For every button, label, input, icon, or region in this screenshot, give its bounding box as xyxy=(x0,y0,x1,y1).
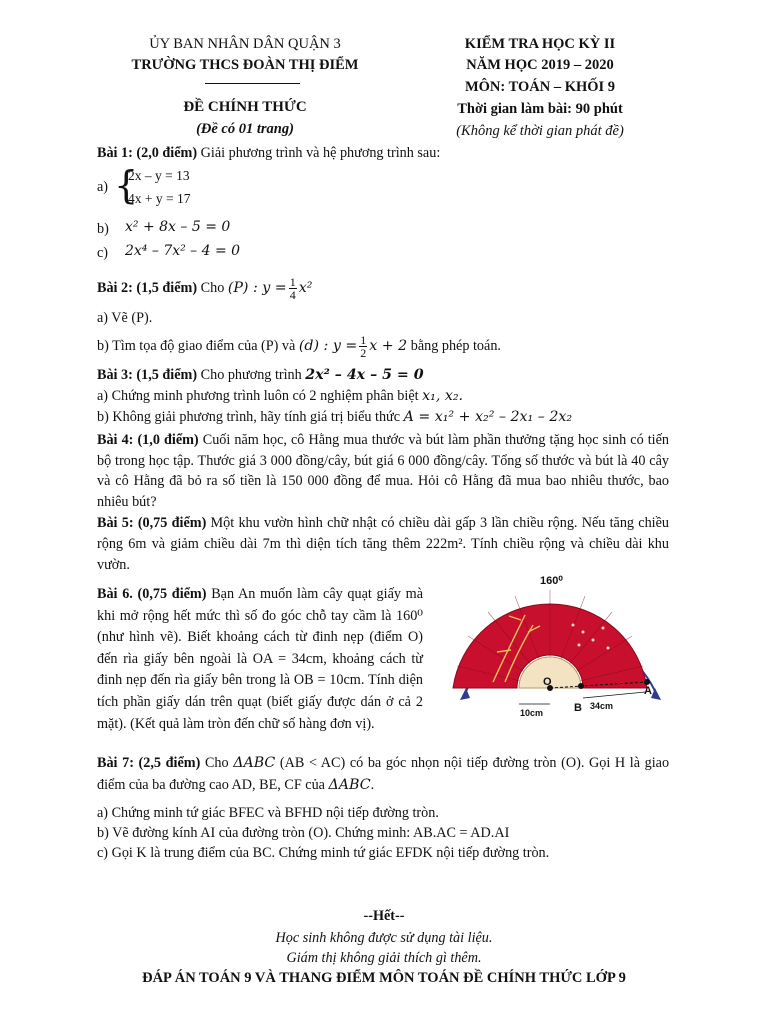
bai5-text: Một khu vườn hình chữ nhật có chiều dài gấp 3 lần chiều rộng. Nếu tăng chiều rộng 6m và giảm chiều dài 7m thì diện tích tăng thêm 222m². Tính chiều rộng và chiều dài khu vườn. xyxy=(97,515,669,573)
bai3-b-text: b) Không giải phương trình, hãy tính giá trị biểu thức xyxy=(97,409,401,425)
bai3-title: Bài 3: (1,5 điểm) xyxy=(97,367,198,383)
parabola-rhs: x² xyxy=(298,279,313,296)
bai7-c: c) Gọi K là trung điểm của BC. Chứng minh tứ giác EFDK nội tiếp đường tròn. xyxy=(97,845,550,861)
official-label: ĐỀ CHÍNH THỨC xyxy=(183,99,307,115)
bai1-text: Giải phương trình và hệ phương trình sau: xyxy=(200,145,441,161)
footer-note-2: Giám thị không giải thích gì thêm. xyxy=(286,950,482,966)
school-year: NĂM HỌC 2019 – 2020 xyxy=(466,57,614,73)
bai5-title: Bài 5: (0,75 điểm) xyxy=(97,515,207,531)
label-ob-length: 10cm xyxy=(520,708,544,718)
bai2-text: Cho xyxy=(200,279,225,296)
subject: MÔN: TOÁN – KHỐI 9 xyxy=(464,79,616,95)
duration: Thời gian làm bài: 90 phút xyxy=(457,101,623,117)
parabola-fraction xyxy=(289,276,297,301)
bai2-b xyxy=(97,334,501,359)
bai4-paragraph xyxy=(97,430,669,512)
line-rhs: x + 2 xyxy=(369,337,408,354)
answer-title: ĐÁP ÁN TOÁN 9 VÀ THANG ĐIỂM MÔN TOÁN ĐỀ CHÍNH THỨC LỚP 9 xyxy=(142,970,626,986)
bai4-title: Bài 4: (1,0 điểm) xyxy=(97,432,199,448)
bai3-a-vars: x₁, x₂. xyxy=(422,388,464,404)
bai7-text-pre: Cho xyxy=(204,755,229,771)
bai7-a: a) Chứng minh tứ giác BFEC và BFHD nội tiếp đường tròn. xyxy=(97,805,439,821)
fraction-denominator: 2 xyxy=(360,346,367,360)
bai6-paragraph xyxy=(97,584,423,735)
bai7-text: (AB < AC) có ba góc nhọn nội tiếp đường tròn (O). Gọi H là giao điểm của ba đường cao AD, BE, CF của xyxy=(97,755,670,793)
bai1-title: Bài 1: (2,0 điểm) xyxy=(97,145,198,161)
bai2-a: a) Vẽ (P). xyxy=(97,310,153,326)
school-name: TRƯỜNG THCS ĐOÀN THỊ ĐIỂM xyxy=(131,57,359,73)
angle-label: 160⁰ xyxy=(540,575,563,587)
bai7-title: Bài 7: (2,5 điểm) xyxy=(97,755,201,771)
exam-title: KIỂM TRA HỌC KỲ II xyxy=(464,36,616,52)
bai4-text: Cuối năm học, cô Hằng mua thước và bút làm phần thưởng tặng học sinh có tiến bộ trong học tập. Thước giá 3 000 đồng/cây, bút giá 6 000 đồng/cây. Tổng số thước và bút là 40 cây và cô Hằng đã bỏ ra số tiền là 150 000 đồng để mua. Hỏi cô Hằng đã mua bao nhiêu thước, bao nhiêu bút? xyxy=(97,432,670,510)
bai5-paragraph xyxy=(97,513,669,576)
label-a: A xyxy=(644,685,652,697)
bai1-c-eq: 2x⁴ – 7x² – 4 = 0 xyxy=(125,243,241,259)
bai2-title: Bài 2: (1,5 điểm) xyxy=(97,279,198,296)
duration-note: (Không kể thời gian phát đề) xyxy=(456,123,624,139)
bai7-text-end: . xyxy=(370,777,375,793)
bai1-a-eq2: 4x + y = 17 xyxy=(128,191,191,206)
fraction-numerator: 1 xyxy=(289,275,296,289)
bai3-a xyxy=(97,385,463,408)
bai3-text: Cho phương trình xyxy=(200,367,302,383)
bai2-heading xyxy=(97,276,312,301)
bai7-b: b) Vẽ đường kính AI của đường tròn (O). Chứng minh: AB.AC = AD.AI xyxy=(97,825,510,841)
bai1-b-eq: x² + 8x – 5 = 0 xyxy=(125,219,231,235)
header-divider xyxy=(205,83,300,84)
page-count: (Đề có 01 trang) xyxy=(196,121,294,137)
bai1-a-label: a) xyxy=(97,179,109,195)
system-brace: { xyxy=(114,163,139,207)
bai3-heading xyxy=(97,364,424,387)
end-marker: --Hết-- xyxy=(363,908,405,924)
bai3-a-text: a) Chứng minh phương trình luôn có 2 nghiệm phân biệt xyxy=(97,388,419,404)
label-oa-length: 34cm xyxy=(590,701,614,711)
bai1-a-eq1: 2x – y = 13 xyxy=(128,168,190,183)
bai2-b-post: bằng phép toán. xyxy=(410,337,501,354)
fan-figure xyxy=(433,570,667,725)
line-lhs: (d) : y = xyxy=(298,337,358,354)
label-b: B xyxy=(574,702,582,714)
point-b xyxy=(578,683,584,689)
bai7-triangle: ΔABC xyxy=(233,755,276,771)
parabola-lhs: (P) : y = xyxy=(227,279,287,296)
bai2-b-text: b) Tìm tọa độ giao điểm của (P) và xyxy=(97,337,296,354)
fraction-numerator: 1 xyxy=(360,333,367,347)
bai3-equation: 2x² – 4x – 5 = 0 xyxy=(305,367,424,383)
line-fraction xyxy=(359,334,367,359)
footer-note-1: Học sinh không được sử dụng tài liệu. xyxy=(275,930,493,946)
committee-name: ỦY BAN NHÂN DÂN QUẬN 3 xyxy=(149,36,341,52)
bai3-b-expression: A = x₁² + x₂² – 2x₁ – 2x₂ xyxy=(403,409,573,425)
bai1-heading xyxy=(97,142,440,165)
bai6-title: Bài 6. (0,75 điểm) xyxy=(97,586,207,602)
bai7-triangle-2: ΔABC xyxy=(328,777,371,793)
fraction-denominator: 4 xyxy=(289,288,296,302)
bai1-c-label: c) xyxy=(97,245,109,261)
label-o: O xyxy=(543,676,552,688)
bai1-b-label: b) xyxy=(97,221,109,237)
bai3-b xyxy=(97,406,572,429)
bai6-text: Bạn An muốn làm cây quạt giấy mà khi mở rộng hết mức thì số đo góc chỗ tay cầm là 160⁰ (như hình vẽ). Biết khoảng cách từ đinh nẹp (điểm O) đến rìa giấy bên ngoài là OA = 34cm, khoảng cách từ đinh nẹp đến rìa giấy bên trong là OB = 10cm. Tính diện tích phần giấy dán trên quạt (biết giấy được dán ở cả 2 mặt). (Kết quả làm tròn đến chữ số hàng đơn vị). xyxy=(97,586,424,732)
bai7-paragraph xyxy=(97,752,669,796)
